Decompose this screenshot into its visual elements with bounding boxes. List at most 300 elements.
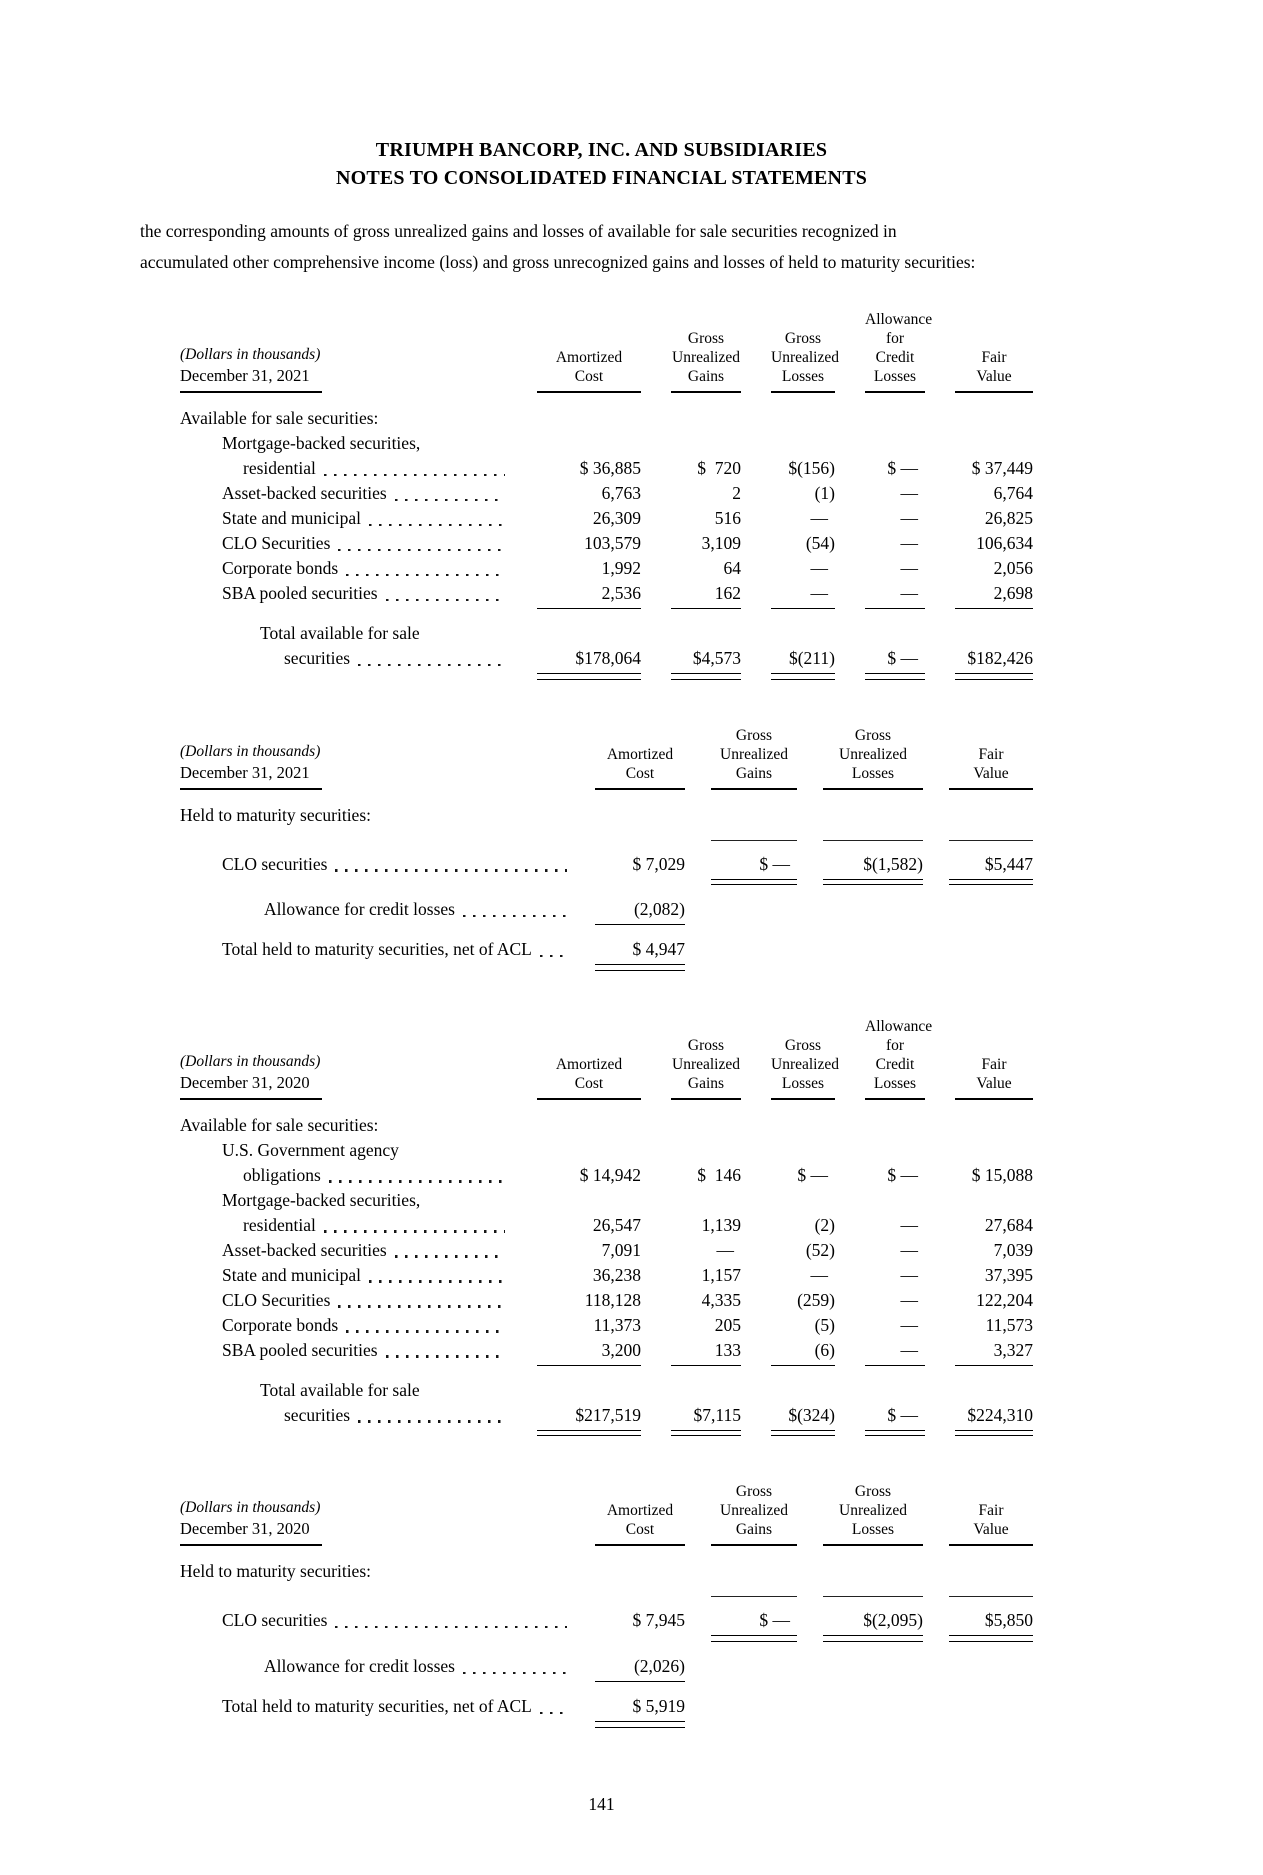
header-rule	[771, 1098, 835, 1100]
row-label	[180, 406, 507, 431]
dot-leader	[395, 1255, 505, 1257]
value-cell	[537, 1213, 641, 1238]
value-cell	[595, 937, 685, 971]
value-cell	[771, 1163, 835, 1188]
row-label-text: Allowance for credit losses	[264, 899, 455, 920]
column-header-line: Fair	[978, 1502, 1004, 1520]
caption-date-text: December 31, 2020	[180, 1072, 322, 1100]
value-cell	[865, 1403, 925, 1437]
cell-value: $4,573	[692, 648, 741, 668]
row-label-text: Held to maturity securities:	[180, 1561, 371, 1582]
column-header-line: Gross	[784, 330, 822, 347]
cell-value: 2	[732, 483, 741, 503]
cell-value: —	[900, 1239, 918, 1260]
label-row	[180, 1378, 1033, 1403]
data-row	[180, 1403, 1033, 1437]
cell-value: $(324)	[788, 1404, 835, 1425]
row-label-text: residential	[243, 458, 316, 478]
cell-value: $ 5,919	[632, 1695, 685, 1716]
value-cell	[671, 581, 741, 609]
table-header	[180, 310, 1033, 393]
column-header-line: Cost	[574, 1074, 604, 1092]
header-rule	[955, 1098, 1033, 1100]
column-header-line: Unrealized	[672, 1055, 740, 1073]
value-cell	[955, 581, 1033, 609]
column-header-line: Gross	[854, 1483, 892, 1501]
value-cell	[771, 1263, 835, 1288]
value-cell	[671, 531, 741, 556]
cell-value: $ 37,449	[971, 458, 1033, 478]
data-row	[180, 897, 1033, 925]
row-label	[180, 1403, 507, 1428]
dot-leader	[540, 955, 567, 957]
single-underline-rule	[537, 1365, 641, 1366]
single-underline-rule	[537, 608, 641, 609]
value-cell	[771, 1238, 835, 1263]
cell-value: $5,447	[984, 853, 1033, 874]
cell-value: 3,109	[701, 533, 741, 553]
cell-value: 11,573	[985, 1314, 1033, 1335]
value-cell	[865, 646, 925, 680]
column-header-line: Unrealized	[720, 745, 788, 763]
column-header	[949, 726, 1033, 790]
dot-leader	[358, 664, 505, 666]
data-row	[180, 1608, 1033, 1642]
double-underline-rule	[671, 1430, 741, 1437]
cell-value: 3,200	[601, 1339, 641, 1360]
value-cell	[711, 852, 797, 886]
column-header-line: Allowance	[865, 311, 933, 328]
value-cell	[537, 1263, 641, 1288]
row-label	[180, 556, 507, 581]
data-row	[180, 1313, 1033, 1338]
value-cell	[823, 852, 923, 886]
cell-value: —	[900, 1339, 918, 1360]
value-cell	[955, 456, 1033, 481]
data-row	[180, 506, 1033, 531]
cell-value: (52)	[805, 1239, 835, 1260]
column-header-line: Amortized	[606, 1502, 674, 1520]
cell-value: $ —	[797, 1164, 828, 1185]
column-header	[711, 1482, 797, 1546]
row-label	[180, 1238, 507, 1263]
cell-value: (6)	[814, 1339, 835, 1360]
value-cell	[955, 1403, 1033, 1437]
value-cell	[537, 456, 641, 481]
column-header	[771, 1017, 839, 1100]
cell-value: 2,698	[993, 583, 1033, 603]
double-underline-rule	[949, 879, 1033, 886]
header-rule	[537, 391, 641, 393]
cell-value: $ 15,088	[971, 1164, 1033, 1185]
value-cell	[823, 1608, 923, 1642]
top-rule	[823, 840, 923, 841]
data-row	[180, 1694, 1033, 1728]
column-header-line: Unrealized	[839, 745, 907, 763]
row-label-text: Allowance for credit losses	[264, 1655, 455, 1676]
single-underline-rule	[595, 924, 685, 925]
caption-units-label: (Dollars in thousands)	[180, 742, 321, 760]
data-row	[180, 937, 1033, 971]
column-header	[955, 310, 1033, 393]
value-cell	[537, 1403, 641, 1437]
caption-units-label: (Dollars in thousands)	[180, 1499, 321, 1517]
cell-value: $ —	[887, 1164, 918, 1185]
column-header-line: Losses	[781, 368, 825, 385]
value-cell	[537, 481, 641, 506]
cell-value: 6,763	[601, 483, 641, 503]
cell-value: 516	[714, 508, 741, 528]
available-for-sale-2021-table	[180, 310, 1033, 680]
table-caption	[180, 310, 507, 393]
cell-value: 26,825	[984, 508, 1033, 528]
double-underline-rule	[823, 1635, 923, 1642]
row-label	[180, 852, 569, 877]
cell-value: 122,204	[976, 1289, 1033, 1310]
dot-leader	[540, 1712, 567, 1714]
column-header-line: Losses	[781, 1074, 825, 1092]
cell-value: $ 4,947	[632, 939, 685, 960]
column-header-line: Unrealized	[720, 1502, 788, 1520]
data-row	[180, 1238, 1033, 1263]
value-cell	[537, 1288, 641, 1313]
data-row	[180, 1654, 1033, 1682]
value-cell	[955, 531, 1033, 556]
cell-value: 205	[714, 1314, 741, 1335]
value-cell	[865, 1238, 925, 1263]
cell-value: 64	[723, 558, 741, 578]
column-header-line: Gains	[735, 764, 773, 782]
row-label-text: SBA pooled securities	[222, 1339, 378, 1360]
cell-value: —	[810, 583, 828, 603]
value-cell	[771, 646, 835, 680]
cell-value: 162	[714, 583, 741, 603]
value-cell	[671, 481, 741, 506]
value-cell	[955, 1313, 1033, 1338]
document-title	[140, 136, 1063, 192]
value-cell	[771, 556, 835, 581]
cell-value: $ 7,945	[632, 1610, 685, 1631]
column-header	[823, 1482, 923, 1546]
value-cell	[671, 1263, 741, 1288]
page-content	[140, 0, 1063, 1875]
column-header-line: Gains	[687, 368, 725, 385]
dot-leader	[358, 1420, 505, 1422]
top-rule	[949, 840, 1033, 841]
value-cell	[955, 1238, 1033, 1263]
value-cell	[537, 506, 641, 531]
double-underline-rule	[771, 1430, 835, 1437]
column-header-line: Gains	[735, 1521, 773, 1539]
dot-leader	[386, 1355, 505, 1357]
column-header	[671, 1017, 741, 1100]
header-rule	[595, 788, 685, 790]
caption-date-label	[180, 1518, 569, 1546]
value-cell	[671, 1338, 741, 1366]
intro-line-2: accumulated other comprehensive income (loss) and gross unrecognized gains and losses of held to maturity securities:	[140, 252, 976, 272]
value-cell	[955, 646, 1033, 680]
available-for-sale-2020-table	[180, 1017, 1033, 1437]
dot-leader	[369, 524, 505, 526]
cell-value: $5,850	[984, 1610, 1033, 1631]
value-cell	[671, 556, 741, 581]
column-header-line: Value	[976, 1074, 1012, 1092]
column-header-line: Cost	[625, 764, 655, 782]
value-cell	[865, 1313, 925, 1338]
row-label	[180, 1654, 569, 1679]
cell-value: $(1,582)	[863, 853, 923, 874]
header-rule	[823, 1544, 923, 1546]
row-label-text: CLO Securities	[222, 533, 331, 553]
value-cell	[671, 1288, 741, 1313]
row-label-text: CLO Securities	[222, 1289, 331, 1310]
single-underline-rule	[671, 1365, 741, 1366]
table-header	[180, 1017, 1033, 1100]
single-underline-rule	[865, 1365, 925, 1366]
row-label	[180, 897, 569, 922]
header-rule	[671, 391, 741, 393]
double-underline-rule	[865, 673, 925, 680]
column-header-line: Losses	[873, 368, 917, 385]
value-cell	[771, 506, 835, 531]
caption-date-text: December 31, 2020	[180, 1518, 322, 1546]
double-underline-rule	[711, 1635, 797, 1642]
cell-value: 7,039	[993, 1239, 1033, 1260]
cell-value: 106,634	[976, 533, 1033, 553]
row-label	[180, 621, 507, 646]
value-cell	[771, 456, 835, 481]
value-cell	[955, 1288, 1033, 1313]
row-label	[180, 456, 507, 481]
cell-value: 4,335	[701, 1289, 741, 1310]
header-rule	[771, 391, 835, 393]
cell-value: 26,547	[592, 1214, 641, 1235]
column-header-line: Losses	[851, 764, 895, 782]
column-header-line: Losses	[873, 1074, 917, 1092]
row-label-text: Corporate bonds	[222, 558, 339, 578]
held-to-maturity-2020-table	[180, 1482, 1033, 1727]
column-header-line: for Credit	[875, 330, 915, 366]
column-header-line: Cost	[574, 368, 604, 385]
header-rule	[949, 788, 1033, 790]
page-number: 141	[588, 1793, 615, 1814]
row-label-text: residential	[243, 1214, 316, 1235]
cell-value: $ 146	[697, 1164, 741, 1185]
column-header-line: Amortized	[606, 745, 674, 763]
cell-value: 11,373	[593, 1314, 641, 1335]
column-header-line: Cost	[625, 1521, 655, 1539]
row-label-text: obligations	[243, 1164, 321, 1185]
row-label	[180, 481, 507, 506]
row-label-text: State and municipal	[222, 1264, 361, 1285]
single-underline-rule	[771, 608, 835, 609]
cell-value: (2)	[814, 1214, 835, 1235]
column-header-line: Amortized	[555, 349, 623, 366]
row-label	[180, 1288, 507, 1313]
label-row	[180, 431, 1033, 456]
row-label	[180, 646, 507, 671]
dot-leader	[335, 1626, 567, 1628]
column-header-line: Gross	[735, 726, 773, 744]
caption-date-text: December 31, 2021	[180, 762, 322, 790]
cell-value: —	[900, 1264, 918, 1285]
dot-leader	[324, 474, 505, 476]
value-cell	[711, 1608, 797, 1642]
value-cell	[771, 1313, 835, 1338]
held-to-maturity-2021-table	[180, 726, 1033, 971]
row-label-text: Mortgage-backed securities,	[222, 433, 421, 453]
title-line-1: TRIUMPH BANCORP, INC. AND SUBSIDIARIES	[375, 139, 828, 161]
cell-value: 2,536	[601, 583, 641, 603]
cell-value: $ —	[887, 648, 918, 668]
value-cell	[865, 556, 925, 581]
row-label-text: Total held to maturity securities, net of ACL	[222, 1695, 532, 1716]
top-rule	[823, 1596, 923, 1597]
value-cell	[865, 1213, 925, 1238]
row-label	[180, 506, 507, 531]
header-rule	[949, 1544, 1033, 1546]
cell-value: (2,082)	[633, 899, 685, 920]
dot-leader	[329, 1180, 505, 1182]
cell-value: $ 36,885	[579, 458, 641, 478]
cell-value: 1,992	[601, 558, 641, 578]
data-row	[180, 1213, 1033, 1238]
column-header-line: Value	[976, 368, 1012, 385]
data-row	[180, 1263, 1033, 1288]
header-rule	[865, 391, 925, 393]
column-header-line: Gains	[687, 1074, 725, 1092]
cell-value: —	[810, 1264, 828, 1285]
double-underline-rule	[865, 1430, 925, 1437]
row-label-text: Asset-backed securities	[222, 1239, 387, 1260]
cell-value: (259)	[797, 1289, 835, 1310]
table-caption	[180, 1017, 507, 1100]
cell-value: $217,519	[575, 1404, 641, 1425]
data-row	[180, 852, 1033, 886]
column-header	[537, 310, 641, 393]
value-cell	[771, 1403, 835, 1437]
column-header-line: Fair	[981, 1055, 1007, 1073]
dot-leader	[335, 869, 567, 871]
label-row	[180, 1138, 1033, 1163]
cell-value: 26,309	[592, 508, 641, 528]
single-underline-rule	[955, 608, 1033, 609]
row-label	[180, 1313, 507, 1338]
column-header	[711, 726, 797, 790]
cell-value: (54)	[805, 533, 835, 553]
column-header-line: Gross	[687, 330, 725, 347]
cell-value: 27,684	[984, 1214, 1033, 1235]
value-cell	[865, 1263, 925, 1288]
column-header-line: for Credit	[875, 1036, 915, 1073]
title-line-2: NOTES TO CONSOLIDATED FINANCIAL STATEMENTS	[335, 167, 868, 189]
cell-value: —	[810, 508, 828, 528]
row-label-text: Mortgage-backed securities,	[222, 1189, 421, 1210]
column-header-line: Fair	[981, 349, 1007, 366]
data-row	[180, 646, 1033, 680]
column-header-line: Unrealized	[839, 1502, 907, 1520]
header-rule	[711, 788, 797, 790]
row-label	[180, 1138, 507, 1163]
value-cell	[865, 581, 925, 609]
column-header-line: Amortized	[555, 1055, 623, 1073]
value-cell	[537, 1313, 641, 1338]
column-header-line: Losses	[851, 1521, 895, 1539]
row-label	[180, 581, 507, 606]
row-label	[180, 1163, 507, 1188]
cell-value: 103,579	[584, 533, 641, 553]
cell-value: 37,395	[984, 1264, 1033, 1285]
column-header-line: Gross	[854, 726, 892, 744]
value-cell	[595, 852, 685, 877]
value-cell	[955, 506, 1033, 531]
value-cell	[595, 1654, 685, 1682]
column-header	[595, 1482, 685, 1546]
row-label-text: CLO securities	[222, 1610, 328, 1631]
cell-value: —	[900, 533, 918, 553]
column-header	[537, 1017, 641, 1100]
column-header	[595, 726, 685, 790]
value-cell	[537, 581, 641, 609]
header-rule	[711, 1544, 797, 1546]
value-cell	[771, 581, 835, 609]
column-header-line: Unrealized	[771, 349, 839, 366]
column-header-line: Unrealized	[672, 349, 740, 366]
cell-value: $178,064	[575, 648, 641, 668]
table-header	[180, 726, 1033, 790]
column-header-line: Gross	[784, 1036, 822, 1054]
cell-value: —	[900, 558, 918, 578]
cell-value: (1)	[814, 483, 835, 503]
label-row	[180, 406, 1033, 431]
header-rule	[823, 788, 923, 790]
value-cell	[671, 1213, 741, 1238]
column-header-line: Gross	[687, 1036, 725, 1054]
value-cell	[955, 1163, 1033, 1188]
row-label-text: CLO securities	[222, 853, 328, 874]
column-header	[671, 310, 741, 393]
value-cell	[671, 646, 741, 680]
cell-value: 133	[714, 1339, 741, 1360]
value-cell	[865, 1288, 925, 1313]
dot-leader	[386, 599, 505, 601]
cell-value: 7,091	[601, 1239, 641, 1260]
value-cell	[595, 1608, 685, 1633]
cell-value: —	[716, 1239, 734, 1260]
column-header	[949, 1482, 1033, 1546]
cell-value: (5)	[814, 1314, 835, 1335]
label-row	[180, 1188, 1033, 1213]
value-cell	[537, 1238, 641, 1263]
cell-value: $ —	[759, 1610, 790, 1631]
value-cell	[537, 1338, 641, 1366]
row-label	[180, 937, 569, 962]
double-underline-rule	[537, 1430, 641, 1437]
value-cell	[771, 481, 835, 506]
cell-value: $ —	[759, 853, 790, 874]
value-cell	[671, 1313, 741, 1338]
value-cell	[537, 646, 641, 680]
caption-date-label	[180, 1072, 507, 1100]
column-header	[955, 1017, 1033, 1100]
row-label	[180, 1378, 507, 1403]
top-rule	[711, 840, 797, 841]
securities-tables	[140, 310, 1063, 1728]
label-row	[180, 621, 1033, 646]
value-cell	[865, 456, 925, 481]
header-rule	[865, 1098, 925, 1100]
double-underline-rule	[595, 964, 685, 971]
